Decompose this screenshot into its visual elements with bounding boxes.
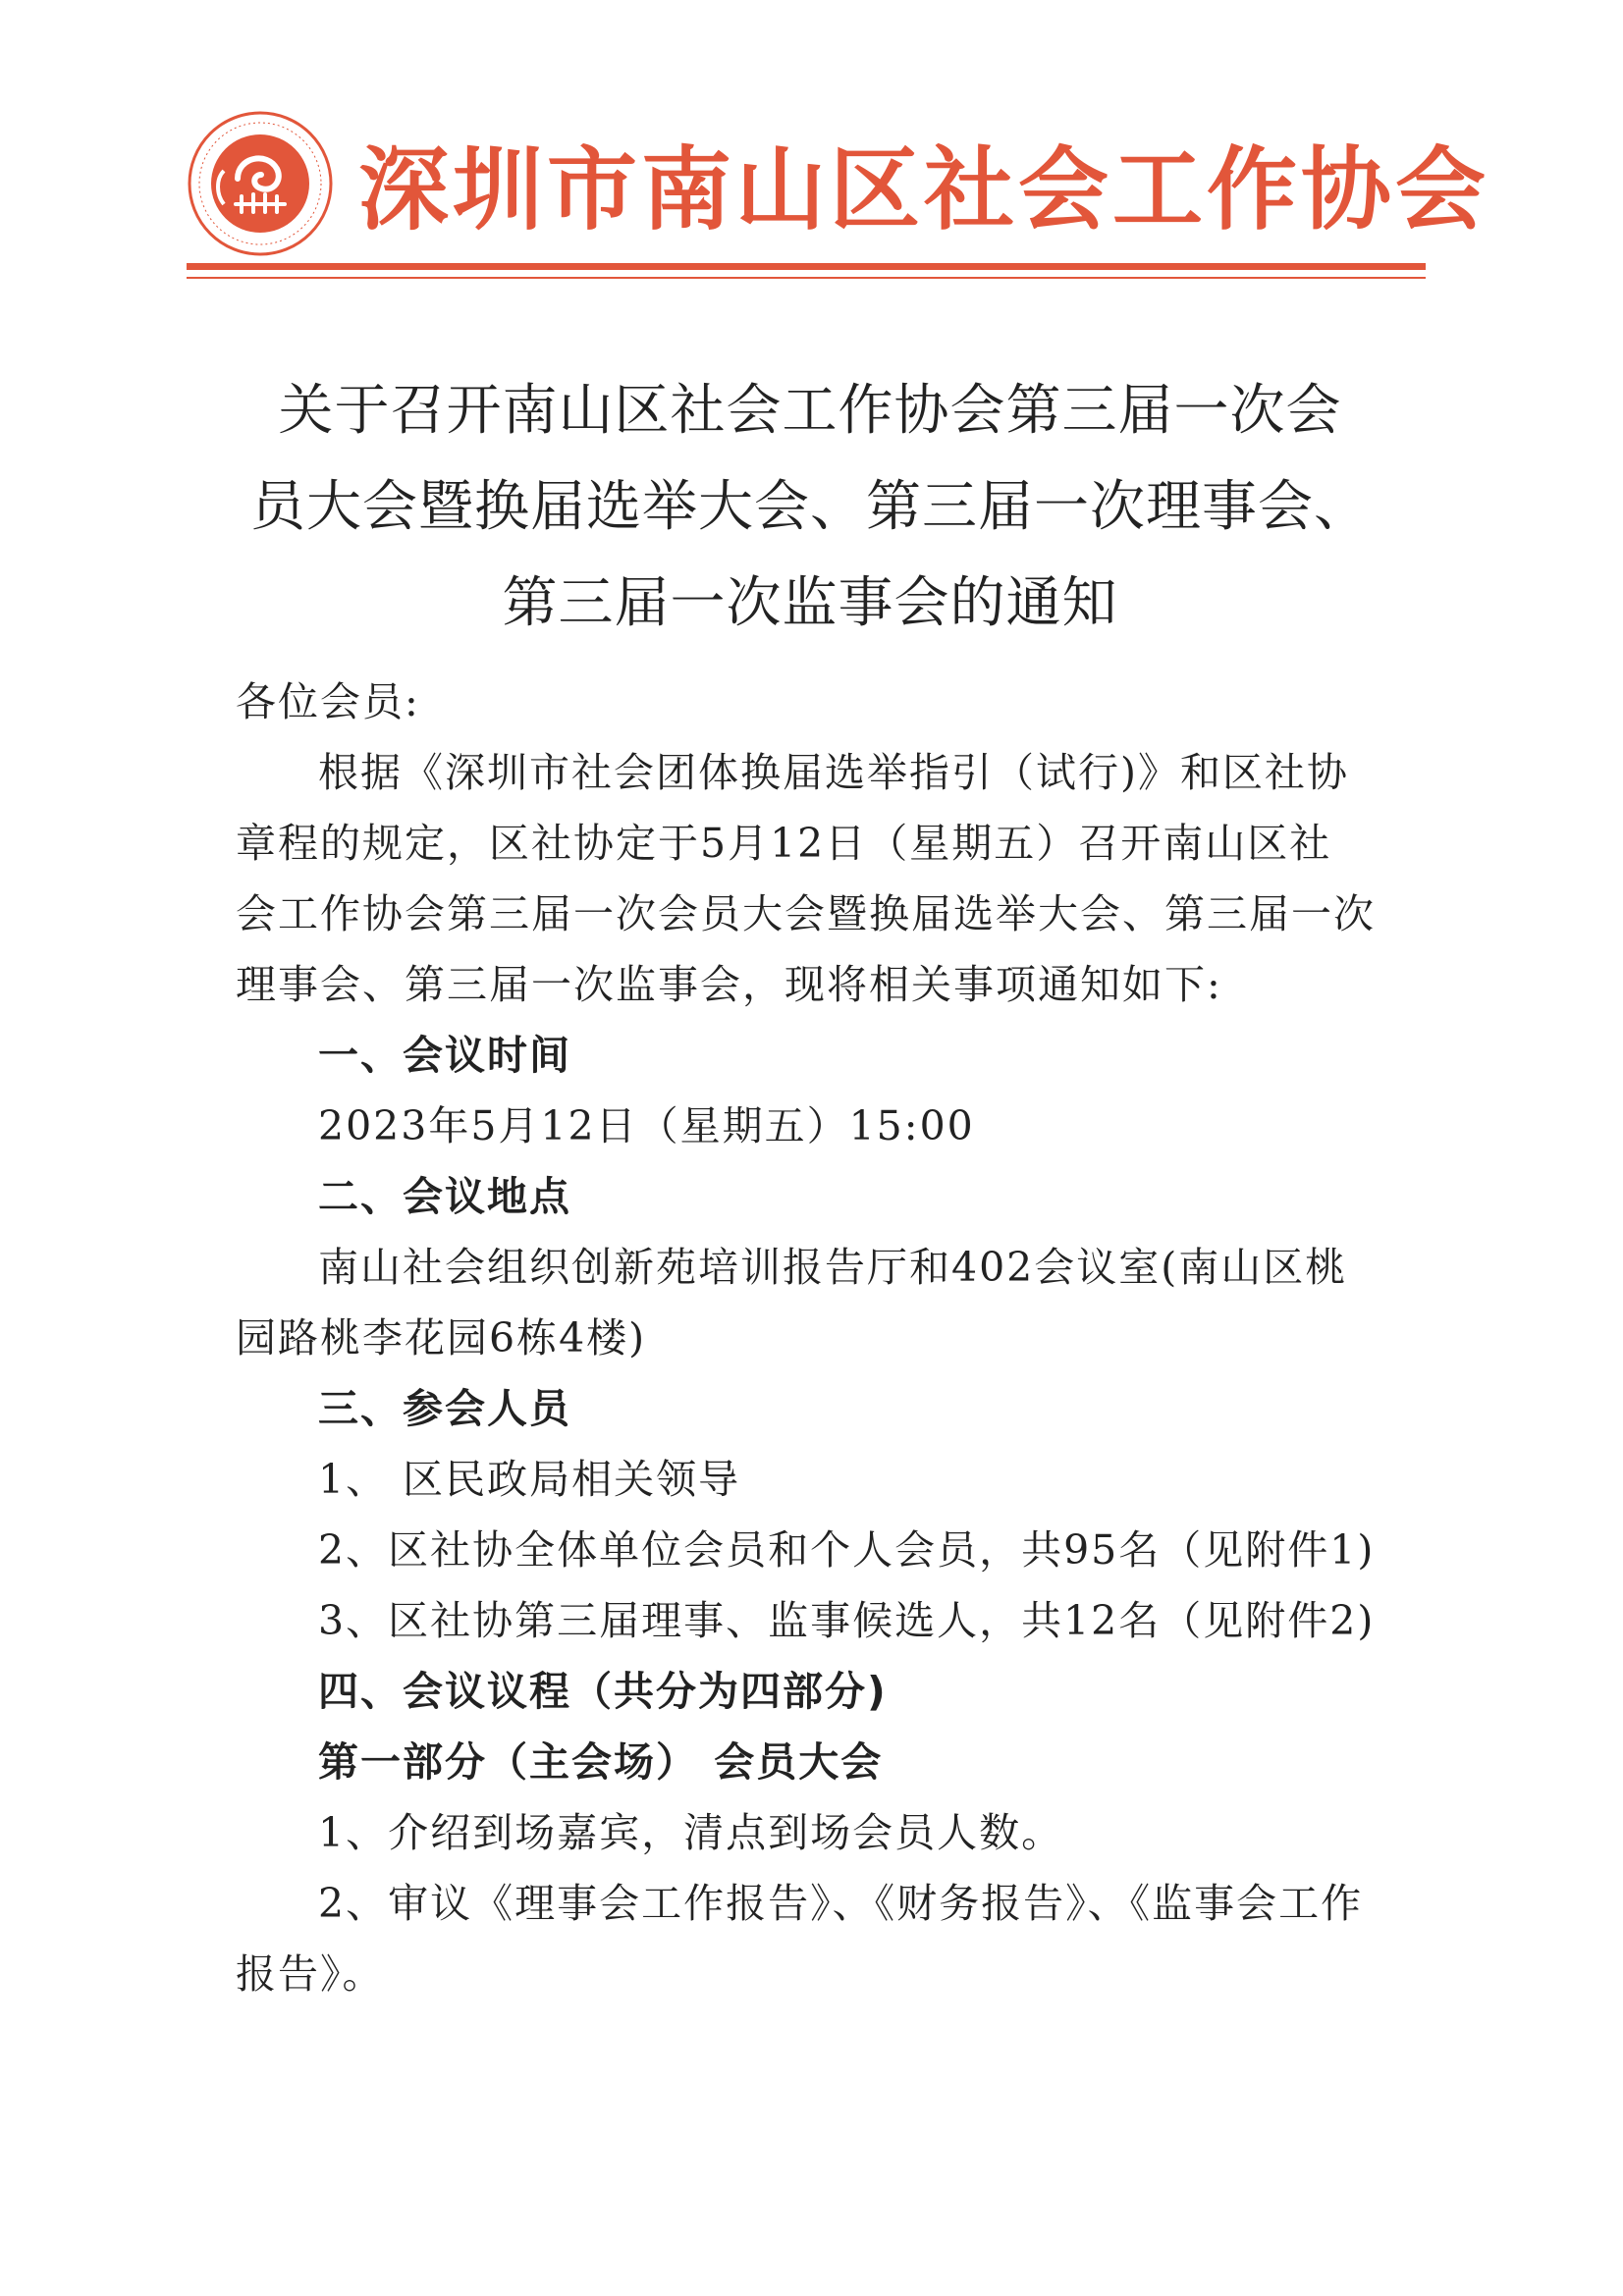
attendee-item: 1、 区民政局相关领导 [318, 1456, 741, 1503]
section-heading: 四、会议议程（共分为四部分) [318, 1668, 888, 1715]
section-heading: 三、参会人员 [318, 1385, 571, 1432]
salutation: 各位会员: [236, 678, 420, 725]
agenda-item: 2、审议《理事会工作报告》、《财务报告》、《监事会工作 [318, 1880, 1364, 1927]
section-heading: 一、会议时间 [318, 1032, 571, 1079]
letterhead-rule-thick [187, 263, 1426, 270]
agenda-item: 报告》。 [236, 1950, 385, 1998]
intro-line: 会工作协会第三届一次会员大会暨换届选举大会、第三届一次 [236, 890, 1376, 937]
attendee-item: 2、区社协全体单位会员和个人会员，共95名（见附件1) [318, 1526, 1376, 1574]
letterhead [187, 98, 1490, 265]
agenda-item: 1、介绍到场嘉宾，清点到场会员人数。 [318, 1809, 1064, 1856]
part-heading: 第一部分（主会场） 会员大会 [318, 1738, 884, 1786]
title-line: 关于召开南山区社会工作协会第三届一次会 [278, 379, 1342, 443]
meeting-time: 2023年5月12日（星期五）15:00 [318, 1102, 975, 1149]
notice-title [211, 363, 1409, 652]
meeting-location-line: 南山社会组织创新苑培训报告厅和402会议室(南山区桃 [318, 1244, 1348, 1291]
title-line: 第三届一次监事会的通知 [502, 571, 1118, 635]
intro-line: 理事会、第三届一次监事会，现将相关事项通知如下: [236, 961, 1222, 1008]
letterhead-rule-thin [187, 277, 1426, 279]
association-logo [187, 110, 334, 257]
attendee-item: 3、区社协第三届理事、监事候选人，共12名（见附件2) [318, 1597, 1376, 1644]
section-heading: 二、会议地点 [318, 1173, 571, 1220]
title-line: 员大会暨换届选举大会、第三届一次理事会、 [250, 475, 1370, 539]
organization-name: 深圳市南山区社会工作协会 [358, 136, 1490, 242]
intro-line: 根据《深圳市社会团体换届选举指引（试行)》和区社协 [318, 749, 1349, 796]
intro-line: 章程的规定，区社协定于5月12日（星期五）召开南山区社 [236, 820, 1332, 867]
meeting-location-line: 园路桃李花园6栋4楼) [236, 1314, 647, 1362]
